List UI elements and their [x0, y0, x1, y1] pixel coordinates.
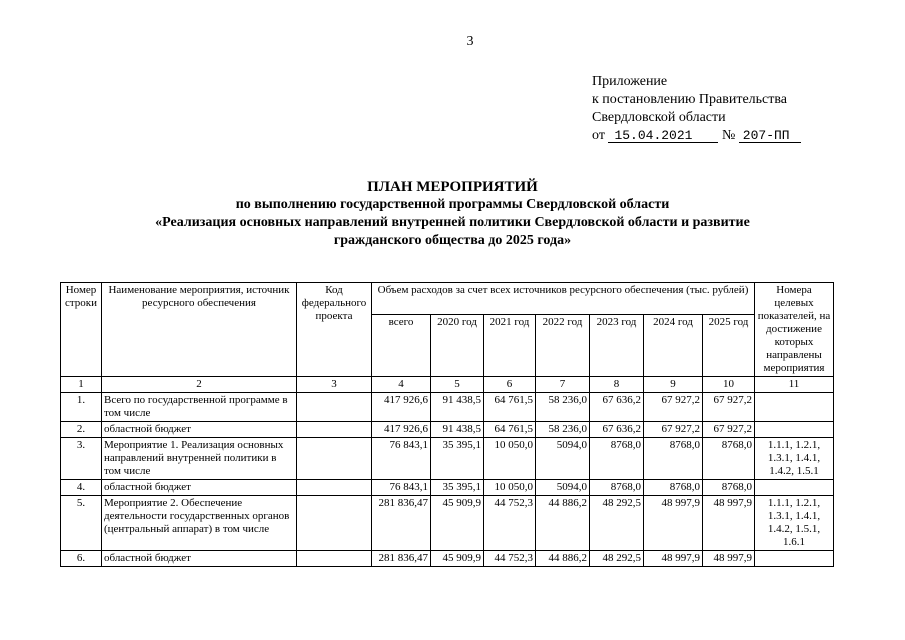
row-2022: 44 886,2: [536, 551, 590, 567]
column-index-row: [61, 377, 834, 393]
row-targets: [755, 422, 834, 438]
row-2020: 45 909,9: [431, 551, 484, 567]
row-number: 4.: [61, 480, 102, 496]
row-2023: 8768,0: [590, 438, 644, 480]
row-2020: 35 395,1: [431, 438, 484, 480]
row-targets: 1.1.1, 1.2.1, 1.3.1, 1.4.1, 1.4.2, 1.5.1, 1.6.1: [755, 496, 834, 551]
row-2024: 48 997,9: [644, 496, 703, 551]
row-code: [297, 393, 372, 422]
row-2021: 44 752,3: [484, 496, 536, 551]
row-name: Мероприятие 1. Реализация основных направлений внутренней политики в том числе: [102, 438, 297, 480]
header-2025: 2025 год: [703, 315, 755, 377]
table-row: [61, 393, 834, 422]
title-line-3: «Реализация основных направлений внутренней политики Свердловской области и развитие: [155, 215, 750, 230]
table-row: [61, 551, 834, 567]
header-total: всего: [372, 315, 431, 377]
row-total: 417 926,6: [372, 422, 431, 438]
row-2025: 67 927,2: [703, 393, 755, 422]
row-2021: 10 050,0: [484, 480, 536, 496]
header-2023: 2023 год: [590, 315, 644, 377]
row-2023: 48 292,5: [590, 496, 644, 551]
row-2024: 8768,0: [644, 480, 703, 496]
row-2023: 67 636,2: [590, 422, 644, 438]
row-targets: [755, 551, 834, 567]
table-row: [61, 480, 834, 496]
row-2022: 5094,0: [536, 480, 590, 496]
title-line-1: ПЛАН МЕРОПРИЯТИЙ: [367, 179, 538, 195]
title-line-2: по выполнению государственной программы Свердловской области: [235, 197, 670, 212]
row-2025: 48 997,9: [703, 496, 755, 551]
row-name: Всего по государственной программе в том числе: [102, 393, 297, 422]
table-row: [61, 438, 834, 480]
row-2021: 64 761,5: [484, 422, 536, 438]
date-prefix: от: [592, 128, 605, 143]
table-row: [61, 422, 834, 438]
header-code: Код федерального проекта: [297, 283, 372, 377]
row-2024: 8768,0: [644, 438, 703, 480]
row-number: 6.: [61, 551, 102, 567]
row-name: областной бюджет: [102, 480, 297, 496]
page-number: 3: [466, 34, 474, 49]
row-2020: 91 438,5: [431, 422, 484, 438]
row-2021: 64 761,5: [484, 393, 536, 422]
row-code: [297, 422, 372, 438]
row-2024: 48 997,9: [644, 551, 703, 567]
row-2021: 44 752,3: [484, 551, 536, 567]
column-index: 5: [431, 377, 484, 393]
column-index: 8: [590, 377, 644, 393]
header-2020: 2020 год: [431, 315, 484, 377]
column-index: 11: [755, 377, 834, 393]
row-total: 76 843,1: [372, 438, 431, 480]
row-total: 76 843,1: [372, 480, 431, 496]
header-2022: 2022 год: [536, 315, 590, 377]
appendix-line-3: Свердловской области: [592, 110, 726, 125]
row-name: Мероприятие 2. Обеспечение деятельности государственных органов (центральный аппарат) в том числе: [102, 496, 297, 551]
column-index: 4: [372, 377, 431, 393]
row-targets: [755, 480, 834, 496]
row-2025: 48 997,9: [703, 551, 755, 567]
row-2022: 58 236,0: [536, 422, 590, 438]
appendix-line-1: Приложение: [592, 74, 668, 89]
row-2025: 8768,0: [703, 438, 755, 480]
row-number: 3.: [61, 438, 102, 480]
row-targets: 1.1.1, 1.2.1, 1.3.1, 1.4.1, 1.4.2, 1.5.1: [755, 438, 834, 480]
column-index: 3: [297, 377, 372, 393]
row-2023: 67 636,2: [590, 393, 644, 422]
appendix-line-2: к постановлению Правительства: [592, 92, 788, 107]
header-2021: 2021 год: [484, 315, 536, 377]
row-2020: 35 395,1: [431, 480, 484, 496]
row-number: 2.: [61, 422, 102, 438]
decree-date: 15.04.2021: [608, 129, 718, 143]
column-index: 6: [484, 377, 536, 393]
table-row: [61, 496, 834, 551]
row-name: областной бюджет: [102, 422, 297, 438]
title-line-4: гражданского общества до 2025 года»: [333, 233, 572, 248]
row-number: 1.: [61, 393, 102, 422]
header-row-no: Номер строки: [61, 283, 102, 377]
row-total: 417 926,6: [372, 393, 431, 422]
header-volume: Объем расходов за счет всех источников ресурсного обеспечения (тыс. рублей): [372, 283, 755, 315]
row-2020: 45 909,9: [431, 496, 484, 551]
row-name: областной бюджет: [102, 551, 297, 567]
row-2023: 8768,0: [590, 480, 644, 496]
header-2024: 2024 год: [644, 315, 703, 377]
row-code: [297, 551, 372, 567]
header-targets: Номера целевых показателей, на достижение которых направлены мероприятия: [755, 283, 834, 377]
column-index: 7: [536, 377, 590, 393]
row-total: 281 836,47: [372, 496, 431, 551]
appendix-date-line: [592, 127, 801, 145]
row-2024: 67 927,2: [644, 393, 703, 422]
row-2022: 5094,0: [536, 438, 590, 480]
column-index: 2: [102, 377, 297, 393]
header-name: Наименование мероприятия, источник ресурсного обеспечения: [102, 283, 297, 377]
row-number: 5.: [61, 496, 102, 551]
decree-number: 207-ПП: [739, 129, 801, 143]
row-code: [297, 496, 372, 551]
row-2023: 48 292,5: [590, 551, 644, 567]
document-title: [0, 178, 905, 250]
row-code: [297, 480, 372, 496]
row-targets: [755, 393, 834, 422]
column-index: 9: [644, 377, 703, 393]
plan-table: [60, 282, 834, 567]
row-2025: 67 927,2: [703, 422, 755, 438]
column-index: 1: [61, 377, 102, 393]
row-total: 281 836,47: [372, 551, 431, 567]
row-2024: 67 927,2: [644, 422, 703, 438]
column-index: 10: [703, 377, 755, 393]
number-prefix: №: [721, 128, 736, 143]
row-2025: 8768,0: [703, 480, 755, 496]
row-2022: 58 236,0: [536, 393, 590, 422]
row-2020: 91 438,5: [431, 393, 484, 422]
row-2021: 10 050,0: [484, 438, 536, 480]
row-code: [297, 438, 372, 480]
appendix-block: [592, 73, 801, 145]
row-2022: 44 886,2: [536, 496, 590, 551]
